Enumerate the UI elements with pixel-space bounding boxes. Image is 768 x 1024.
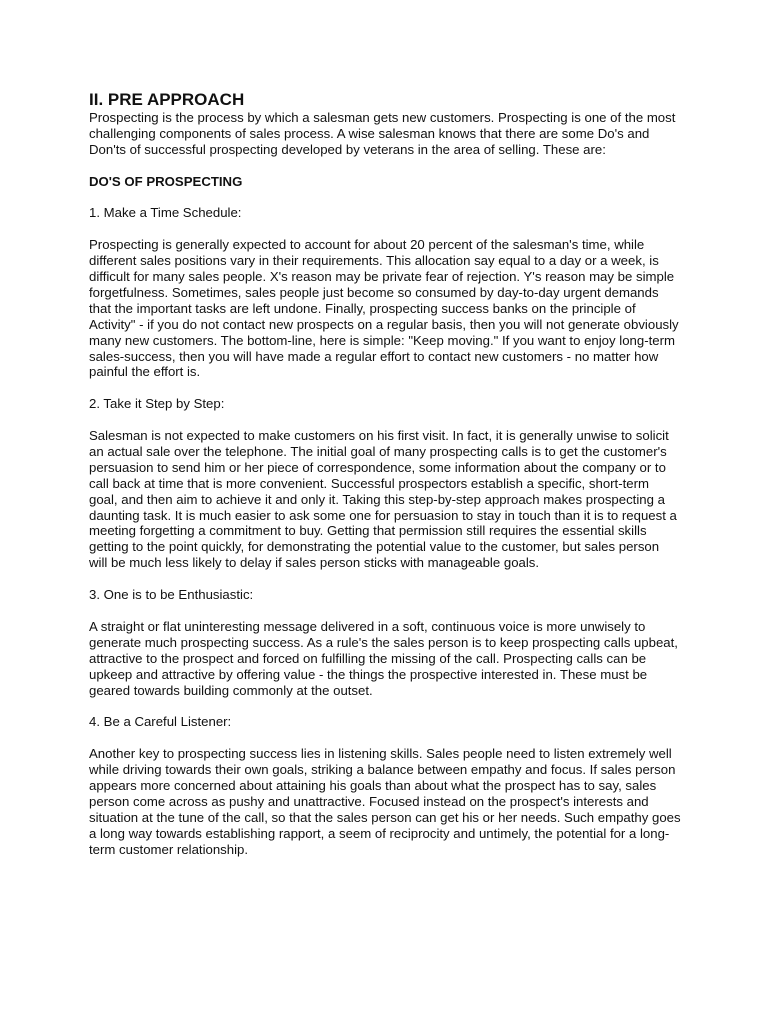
section-body: Another key to prospecting success lies in listening skills. Sales people need to listen extremely well while driving towards their own goals, striking a balance between empathy and focus. If sales person appears more concerned about attaining his goals than about what the prospect has to say, sales person come across as pushy and unattractive. Focused instead on the prospect's interests and situation at the tune of the call, so that the sales person can get his or her needs. Such empathy goes a long way towards establishing rapport, a seem of reciprocity and untimely, the potential for a long-term customer relationship. [89,746,681,857]
section-body: Prospecting is generally expected to account for about 20 percent of the salesman's time, while different sales positions vary in their requirements. This allocation say equal to a day or a week, is difficult for many sales people. X's reason may be private fear of rejection. Y's reason may be simple forgetfulness. Sometimes, sales people just become so consumed by day-to-day urgent demands that the important tasks are left undone. Finally, prospecting success banks on the principle of Activity" - if you do not contact new prospects on a regular basis, then you will not generate obviously many new customers. The bottom-line, here is simple: "Keep moving." If you want to enjoy long-term sales-success, then you will have made a regular effort to contact new customers - no matter how painful the effort is. [89,237,679,380]
section-body: Salesman is not expected to make customers on his first visit. In fact, it is generally unwise to solicit an actual sale over the telephone. The initial goal of many prospecting calls is to get the customer's persuasion to send him or her piece of correspondence, some information about the company or to call back at time that is more convenient. Successful prospectors establish a specific, short-term goal, and then aim to achieve it and only it. Taking this step-by-step approach makes prospecting a daunting task. It is much easier to ask some one for persuasion to stay in touch than it is to request a meeting forgetting a commitment to buy. Getting that permission still requires the essential skills getting to the point quickly, for demonstrating the potential value to the customer, but sales person will be much less likely to delay if sales person sticks with manageable goals. [89,428,677,571]
section-body: A straight or flat uninteresting message delivered in a soft, continuous voice is more unwisely to generate much prospecting success. As a rule's the sales person is to keep prospecting calls upbeat, attractive to the prospect and forced on fulfilling the missing of the call. Prospecting calls can be upkeep and attractive by offering value - the things the prospective interested in. These must be geared towards building commonly at the outset. [89,618,678,698]
intro-paragraph: Prospecting is the process by which a salesman gets new customers. Prospecting is one of the most challenging components of sales process. A wise salesman knows that there are some Do's and Don'ts of successful prospecting developed by veterans in the area of selling. These are: [89,110,676,157]
document-title: II. PRE APPROACH [89,90,245,109]
section-heading: 1. Make a Time Schedule: [89,205,242,221]
section-heading: 2. Take it Step by Step: [89,396,225,412]
section-heading: 3. One is to be Enthusiastic: [89,587,254,603]
section-heading: 4. Be a Careful Listener: [89,714,232,730]
document-page [89,90,681,857]
dos-heading: DO'S OF PROSPECTING [89,173,243,189]
